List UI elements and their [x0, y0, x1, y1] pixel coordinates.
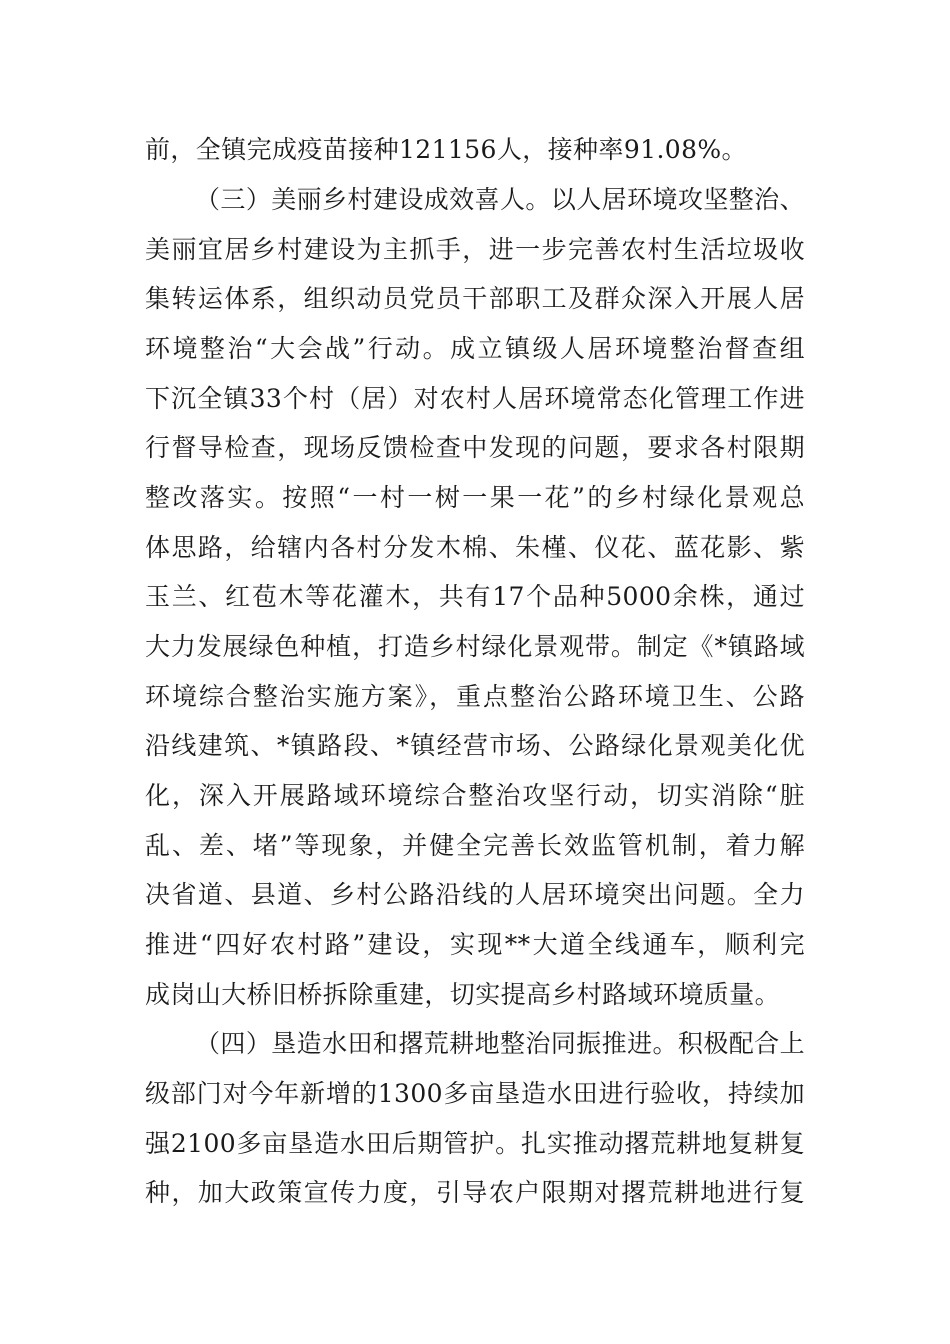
text-line: 美丽宜居乡村建设为主抓手，进一步完善农村生活垃圾收 [145, 235, 805, 264]
text-line: 化，深入开展路域环境综合整治攻坚行动，切实消除“脏 [145, 781, 805, 810]
text-line: 环境整治“大会战”行动。成立镇级人居环境整治督查组 [145, 334, 805, 363]
text-line: 前，全镇完成疫苗接种121156人，接种率91.08%。 [145, 135, 747, 164]
text-line: 乱、差、堵”等现象，并健全完善长效监管机制，着力解 [145, 831, 805, 860]
text-line: 成岗山大桥旧桥拆除重建，切实提高乡村路域环境质量。 [145, 980, 781, 1009]
text-line: 强2100多亩垦造水田后期管护。扎实推动撂荒耕地复耕复 [145, 1129, 805, 1158]
text-line: 种，加大政策宣传力度，引导农户限期对撂荒耕地进行复 [145, 1178, 805, 1207]
text-line: 沿线建筑、*镇路段、*镇经营市场、公路绿化景观美化优 [145, 731, 805, 760]
text-line: 集转运体系，组织动员党员干部职工及群众深入开展人居 [145, 284, 805, 313]
text-line: 体思路，给辖内各村分发木棉、朱槿、仪花、蓝花影、紫 [145, 533, 805, 562]
text-line: 级部门对今年新增的1300多亩垦造水田进行验收，持续加 [145, 1079, 805, 1108]
text-line: 玉兰、红苞木等花灌木，共有17个品种5000余株，通过 [145, 582, 805, 611]
text-line: 下沉全镇33个村（居）对农村人居环境常态化管理工作进 [145, 384, 805, 413]
text-line: 整改落实。按照“一村一树一果一花”的乡村绿化景观总 [145, 483, 805, 512]
paragraph-heading-line: （四）垦造水田和撂荒耕地整治同振推进。积极配合上 [195, 1029, 805, 1058]
text-line: 环境综合整治实施方案》，重点整治公路环境卫生、公路 [145, 682, 805, 711]
text-line: 大力发展绿色种植，打造乡村绿化景观带。制定《*镇路域 [145, 632, 805, 661]
text-line: 行督导检查，现场反馈检查中发现的问题，要求各村限期 [145, 433, 805, 462]
text-line: 决省道、县道、乡村公路沿线的人居环境突出问题。全力 [145, 880, 805, 909]
text-line: 推进“四好农村路”建设，实现**大道全线通车，顺利完 [145, 930, 805, 959]
paragraph-heading-line: （三）美丽乡村建设成效喜人。以人居环境攻坚整治、 [195, 185, 805, 214]
